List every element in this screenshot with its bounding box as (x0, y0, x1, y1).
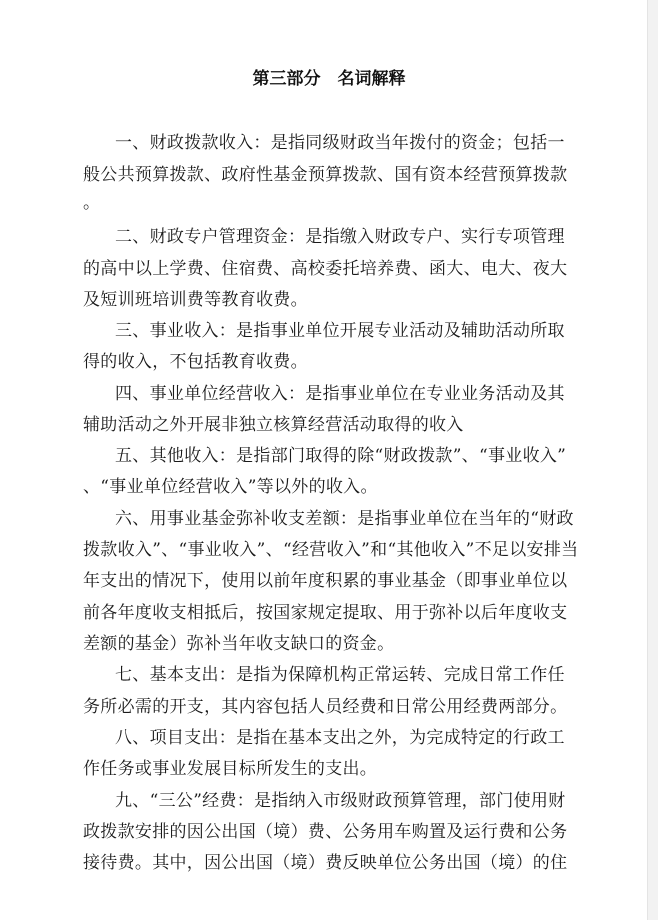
text-line: 、“事业单位经营收入”等以外的收入。 (83, 477, 378, 497)
text-line: 六、用事业基金弥补收支差额：是指事业单位在当年的“财政 (115, 509, 574, 529)
text-line: 的高中以上学费、住宿费、高校委托培养费、函大、电大、夜大 (83, 259, 568, 279)
text-line: 一、财政拨款收入：是指同级财政当年拨付的资金；包括一 (115, 133, 565, 153)
text-line: 差额的基金）弥补当年收支缺口的资金。 (83, 634, 395, 654)
text-line: 拨款收入”、“事业收入”、“经营收入”和“其他收入”不足以安排当 (83, 540, 579, 560)
text-line: 八、项目支出：是指在基本支出之外，为完成特定的行政工 (115, 728, 565, 748)
text-line: 务所必需的开支，其内容包括人员经费和日常公用经费两部分。 (83, 697, 568, 717)
text-line: 。 (83, 193, 101, 213)
text-line: 三、事业收入：是指事业单位开展专业活动及辅助活动所取 (115, 321, 565, 341)
text-line: 二、财政专户管理资金：是指缴入财政专户、实行专项管理 (115, 227, 565, 247)
text-line: 接待费。其中，因公出国（境）费反映单位公务出国（境）的住 (83, 853, 568, 873)
text-line: 前各年度收支相抵后，按国家规定提取、用于弥补以后年度收支 (83, 603, 568, 623)
text-line: 作任务或事业发展目标所发生的支出。 (83, 759, 378, 779)
text-line: 辅助活动之外开展非独立核算经营活动取得的收入 (83, 415, 464, 435)
text-line: 四、事业单位经营收入：是指事业单位在专业业务活动及其 (115, 384, 565, 404)
page-edge (647, 0, 658, 920)
text-line: 及短训班培训费等教育收费。 (83, 290, 308, 310)
text-line: 年支出的情况下，使用以前年度积累的事业基金（即事业单位以 (83, 571, 568, 591)
text-line: 七、基本支出：是指为保障机构正常运转、完成日常工作任 (115, 665, 565, 685)
page-title: 第三部分 名词解释 (252, 69, 406, 89)
text-line: 五、其他收入：是指部门取得的除“财政拨款”、“事业收入” (115, 446, 567, 466)
text-line: 政拨款安排的因公出国（境）费、公务用车购置及运行费和公务 (83, 822, 568, 842)
text-line: 九、“三公”经费：是指纳入市级财政预算管理，部门使用财 (115, 791, 566, 811)
text-line: 般公共预算拨款、政府性基金预算拨款、国有资本经营预算拨款 (83, 165, 568, 185)
text-line: 得的收入，不包括教育收费。 (83, 352, 308, 372)
